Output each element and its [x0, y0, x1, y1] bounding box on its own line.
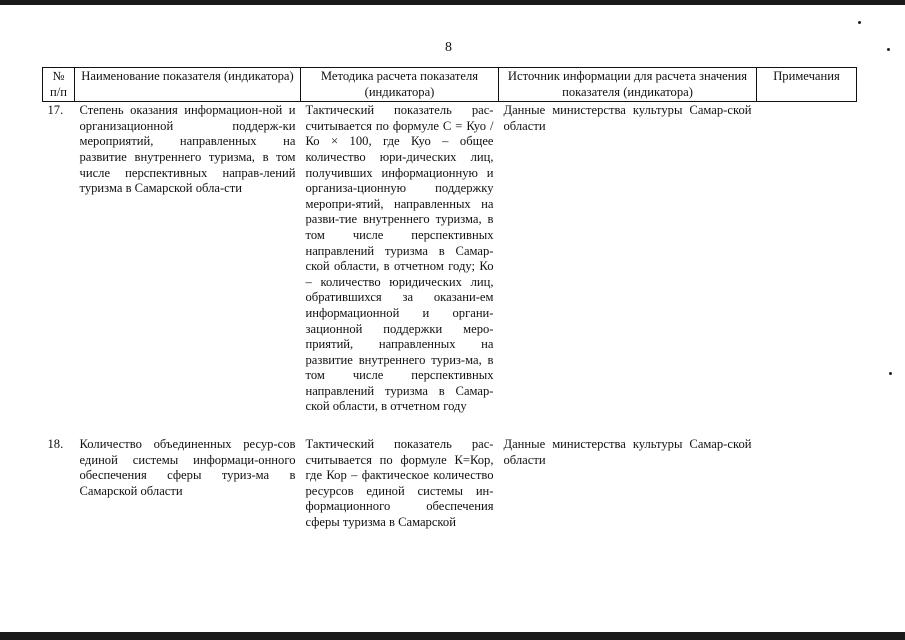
header-number: № п/п	[43, 68, 75, 102]
calculation-method: Тактический показатель рас-считывается по формуле К=Кор, где Кор – фактическое количество ресурсов единой системы ин-формационного обеспечения сферы туризма в Самарской	[305, 437, 494, 530]
header-indicator-name: Наименование показателя (индикатора)	[75, 68, 301, 102]
scan-speck	[858, 21, 861, 24]
notes-cell	[757, 102, 857, 415]
indicators-table	[42, 67, 857, 531]
scan-top-edge	[0, 0, 905, 5]
table-row	[43, 102, 857, 415]
table-row	[43, 436, 857, 531]
calculation-method: Тактический показатель рас-считывается по формуле С = Куо / Ко × 100, где Куо – общее количество юри-дических лиц, получивших информационную и организа-ционную поддержку меропри-ятий, направленных на разви-тие внутреннего туризма, в том числе перспективных направлений туризма в Самар-ской области, в отчетном году; Ко – количество юридических лиц, обратившихся за оказани-ем информационной и органи-зационной поддержки меро-приятий, направленных на развитие внутреннего туриз-ма, в том числе перспективных направлений туризма в Самар-ской области, в отчетном году	[305, 103, 494, 414]
indicator-name: Количество объединенных ресур-сов единой системы информаци-онного обеспечения сферы туриз-ма в Самарской области	[79, 437, 296, 498]
scan-speck	[889, 372, 892, 375]
scan-speck	[887, 48, 890, 51]
table-header-row	[43, 68, 857, 102]
row-number: 17.	[47, 103, 64, 118]
header-method: Методика расчета показателя (индикатора)	[301, 68, 499, 102]
information-source: Данные министерства культуры Самар-ской области	[503, 103, 752, 133]
indicator-name: Степень оказания информацион-ной и организационной поддерж-ки мероприятий, направленных на развитие внутреннего туризма, в том числе перспективных направ-лений туризма в Самарской обла-сти	[79, 103, 296, 196]
row-number: 18.	[47, 437, 64, 452]
information-source: Данные министерства культуры Самар-ской области	[503, 437, 752, 467]
header-notes: Примечания	[757, 68, 857, 102]
notes-cell	[757, 436, 857, 531]
scan-bottom-edge	[0, 632, 905, 640]
page-number: 8	[445, 40, 452, 55]
row-spacer	[43, 415, 857, 436]
header-source: Источник информации для расчета значения показателя (индикатора)	[499, 68, 757, 102]
